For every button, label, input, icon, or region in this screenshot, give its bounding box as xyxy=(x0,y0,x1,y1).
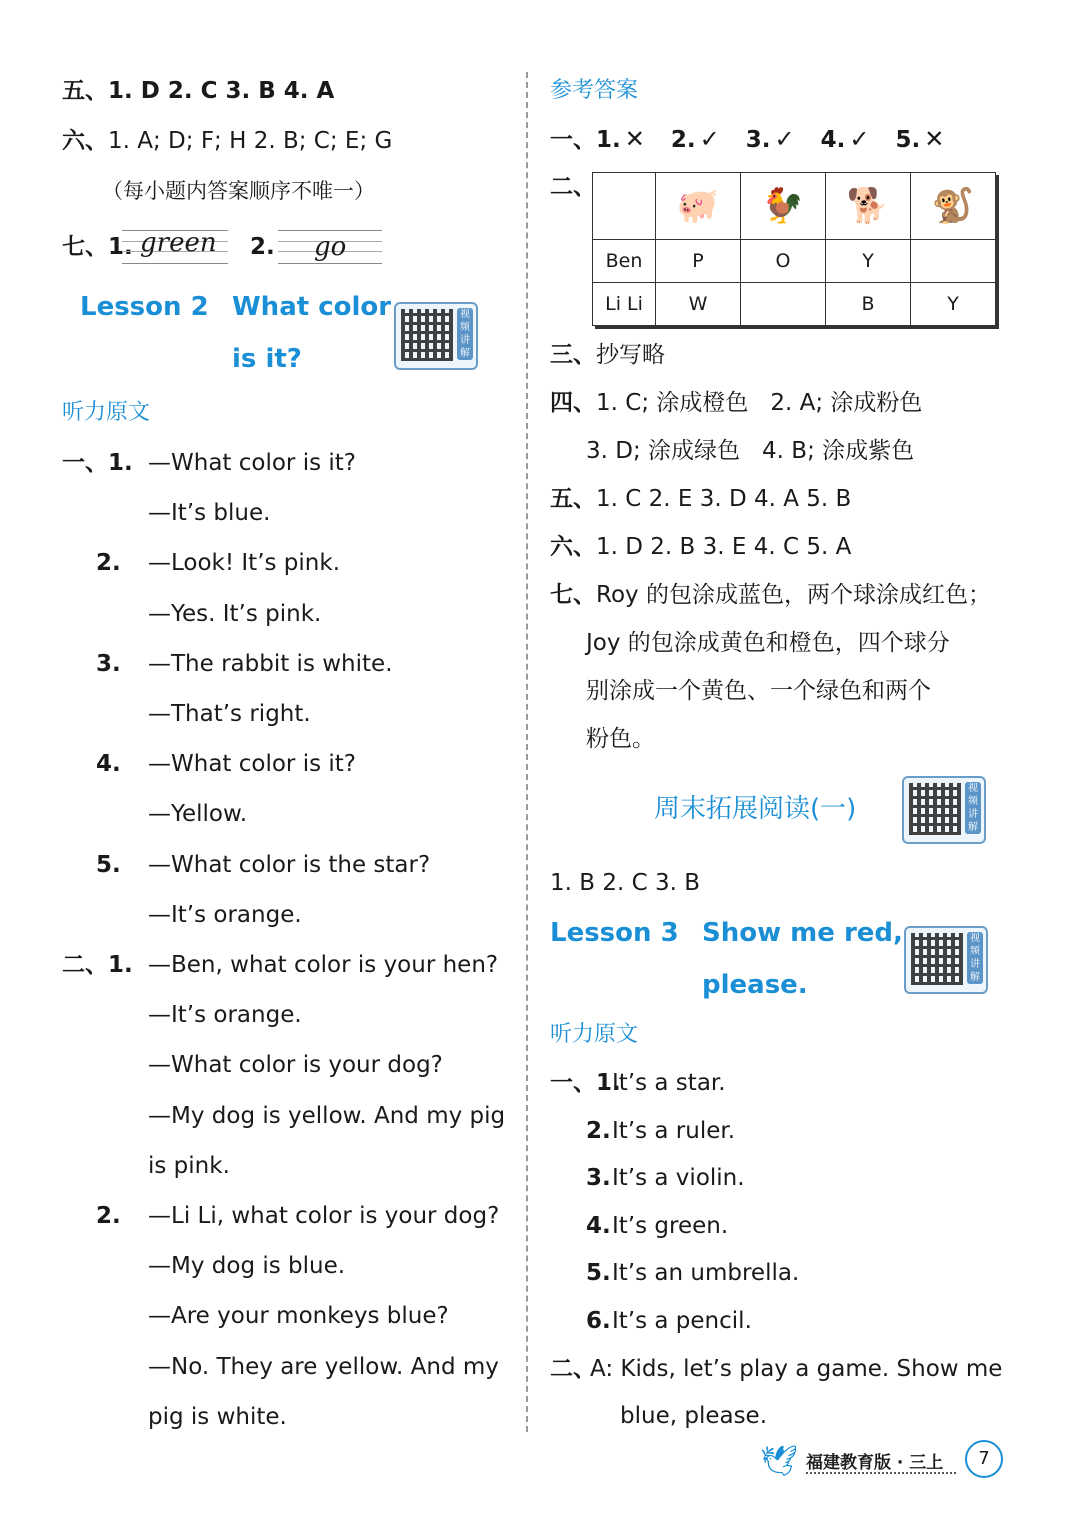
question-number: 2. xyxy=(96,550,121,577)
question-number: 1. xyxy=(108,234,133,260)
question-number: 2. xyxy=(250,234,275,260)
qr-pattern xyxy=(909,783,961,835)
check-mark-icon: ✓ xyxy=(849,125,870,153)
qr-pattern xyxy=(401,309,453,361)
table-cell: P xyxy=(656,240,741,283)
answer-line-6 xyxy=(550,532,851,562)
question-number: 二、1. xyxy=(62,952,133,978)
question-number: 3. xyxy=(96,650,121,677)
section-number: 五、 xyxy=(550,486,596,512)
question-number: 2. xyxy=(96,1203,121,1229)
weekend-answers: 1. B 2. C 3. B xyxy=(550,870,701,896)
transcript-text: It’s green. xyxy=(612,1212,729,1239)
transcript-text: —Yellow. xyxy=(148,801,248,828)
section-heading: 参考答案 xyxy=(550,78,639,103)
section-number: 二、 xyxy=(550,174,596,200)
table-row xyxy=(593,173,996,240)
transcript-text: —My dog is yellow. And my pig xyxy=(148,1102,506,1129)
question-number: 一、1. xyxy=(62,450,133,476)
qr-code-icon[interactable] xyxy=(902,776,986,844)
section-number: 四、 xyxy=(550,390,596,416)
transcript-text: A: Kids, let’s play a game. Show me xyxy=(590,1355,1003,1382)
section-number: 七、 xyxy=(550,582,596,608)
publisher-label: 福建教育版 · 三上 xyxy=(806,1453,944,1473)
table-cell: W xyxy=(656,283,741,326)
qr-pattern xyxy=(911,933,963,985)
answer-line-4 xyxy=(550,388,922,418)
hen-icon: 🐓 xyxy=(741,173,826,240)
question-number: 2. xyxy=(670,127,696,153)
lesson-label: Lesson 2 xyxy=(80,292,209,322)
question-number: 4. xyxy=(586,1212,611,1239)
section-number: 三、 xyxy=(550,342,596,368)
qr-code-icon[interactable] xyxy=(394,302,478,370)
weekend-reading-title: 周末拓展阅读(一) xyxy=(654,794,857,824)
answer-text: 3. D; 涂成绿色 xyxy=(586,438,741,464)
qr-label: 视频讲解 xyxy=(965,782,981,834)
question-number: 5. xyxy=(895,127,921,153)
question-number: 5. xyxy=(586,1260,611,1287)
transcript-text: —What color is the star? xyxy=(148,851,431,878)
transcript-text: —It’s blue. xyxy=(148,500,271,527)
answer-line-1 xyxy=(550,124,944,155)
answer-text: 粉色。 xyxy=(586,726,655,752)
qr-label: 视频讲解 xyxy=(967,932,983,984)
section-number: 五、 xyxy=(62,78,108,104)
answer-text: Joy 的包涂成黄色和橙色，四个球分 xyxy=(586,630,950,656)
question-number: 5. xyxy=(96,851,121,878)
answer-text: 1. C; 涂成橙色 xyxy=(596,390,749,416)
transcript-text: —Are your monkeys blue? xyxy=(148,1303,449,1330)
transcript-text: —My dog is blue. xyxy=(148,1253,346,1280)
answer-text: 1. C 2. E 3. D 4. A 5. B xyxy=(596,486,852,512)
transcript-text: —Yes. It’s pink. xyxy=(148,600,322,627)
answer-table xyxy=(592,172,996,326)
transcript-text: —What color is it? xyxy=(148,450,356,476)
answer-text: 1. D 2. B 3. E 4. C 5. A xyxy=(596,534,852,560)
lesson-title-line2: is it? xyxy=(232,344,302,374)
answer-line-6 xyxy=(62,126,392,156)
answer-line-5 xyxy=(62,76,334,106)
lesson-title-line2: please. xyxy=(702,970,808,1000)
table-row xyxy=(593,283,996,326)
cross-mark-icon: ✕ xyxy=(624,125,645,153)
section-number: 一、 xyxy=(550,127,596,153)
transcript-text: is pink. xyxy=(148,1152,230,1179)
answer-text: 2. A; 涂成粉色 xyxy=(770,390,923,416)
page-number: 7 xyxy=(965,1440,1003,1478)
answer-line-4b xyxy=(586,436,914,466)
table-corner-cell xyxy=(593,173,656,240)
transcript-text: —Look! It’s pink. xyxy=(148,550,341,577)
table-cell: B xyxy=(826,283,911,326)
row-name-cell: Ben xyxy=(593,240,656,283)
lesson-title-line1: Show me red, xyxy=(702,918,903,948)
row-name-cell: Li Li xyxy=(593,283,656,326)
table-cell: O xyxy=(741,240,826,283)
check-mark-icon: ✓ xyxy=(699,125,720,153)
answer-text: 抄写略 xyxy=(596,342,665,368)
table-cell xyxy=(741,283,826,326)
transcript-text: —The rabbit is white. xyxy=(148,650,393,677)
transcript-text: —That’s right. xyxy=(148,701,311,727)
question-number: 3. xyxy=(745,127,771,153)
transcript-text: —Ben, what color is your hen? xyxy=(148,952,499,978)
question-number: 4. xyxy=(820,127,846,153)
table-cell: Y xyxy=(826,240,911,283)
question-number: 6. xyxy=(586,1308,611,1334)
lesson-title-line1: What color xyxy=(232,292,392,322)
answer-text: 1. D 2. C 3. B 4. A xyxy=(108,78,335,104)
question-number: 4. xyxy=(96,751,121,778)
transcript-text: blue, please. xyxy=(620,1403,768,1430)
transcript-text: —It’s orange. xyxy=(148,901,302,928)
section-number: 六、 xyxy=(62,128,108,154)
answer-line-3 xyxy=(550,340,665,370)
transcript-text: It’s a violin. xyxy=(612,1165,745,1192)
check-mark-icon: ✓ xyxy=(774,125,795,153)
pig-icon: 🐖 xyxy=(656,173,741,240)
transcript-text: —What color is your dog? xyxy=(148,1052,443,1079)
dog-icon: 🐕 xyxy=(826,173,911,240)
transcript-text: pig is white. xyxy=(148,1403,287,1430)
transcript-text: —Li Li, what color is your dog? xyxy=(148,1203,500,1229)
qr-label: 视频讲解 xyxy=(457,308,473,360)
handwritten-answer: green xyxy=(140,228,217,258)
answer-line-5 xyxy=(550,484,851,514)
answer-text: 1. A; D; F; H 2. B; C; E; G xyxy=(108,128,393,154)
lesson-label: Lesson 3 xyxy=(550,918,679,948)
answer-note: （每小题内答案顺序不唯一） xyxy=(102,179,375,203)
transcript-text: It’s an umbrella. xyxy=(612,1260,800,1287)
answer-text: 别涂成一个黄色、一个绿色和两个 xyxy=(586,678,931,704)
column-divider xyxy=(526,72,528,1432)
table-cell xyxy=(911,240,996,283)
cross-mark-icon: ✕ xyxy=(924,125,945,153)
transcript-text: —What color is it? xyxy=(148,751,356,778)
answer-line-7 xyxy=(550,580,991,610)
transcript-text: It’s a star. xyxy=(612,1070,726,1096)
handwritten-answer: go xyxy=(314,232,347,262)
transcript-text: —It’s orange. xyxy=(148,1002,302,1029)
footer-rule xyxy=(806,1472,956,1474)
answer-text: Roy 的包涂成蓝色，两个球涂成红色； xyxy=(596,582,991,608)
transcript-text: It’s a pencil. xyxy=(612,1308,752,1334)
transcript-text: It’s a ruler. xyxy=(612,1117,736,1144)
question-number: 2. xyxy=(586,1117,611,1144)
section-heading: 听力原文 xyxy=(62,400,151,425)
table-row xyxy=(593,240,996,283)
question-number: 1. xyxy=(596,127,621,153)
question-number: 3. xyxy=(586,1165,611,1192)
answer-text: 4. B; 涂成紫色 xyxy=(762,438,915,464)
question-number: 二、 xyxy=(550,1355,596,1382)
table-cell: Y xyxy=(911,283,996,326)
transcript-text: —No. They are yellow. And my xyxy=(148,1353,499,1380)
question-number: 一、1. xyxy=(550,1070,621,1096)
section-heading: 听力原文 xyxy=(550,1022,639,1047)
monkey-icon: 🐒 xyxy=(911,173,996,240)
qr-code-icon[interactable] xyxy=(904,926,988,994)
section-number: 七、 xyxy=(62,234,108,260)
bird-logo-icon: 🕊 xyxy=(760,1444,799,1479)
section-number: 六、 xyxy=(550,534,596,560)
